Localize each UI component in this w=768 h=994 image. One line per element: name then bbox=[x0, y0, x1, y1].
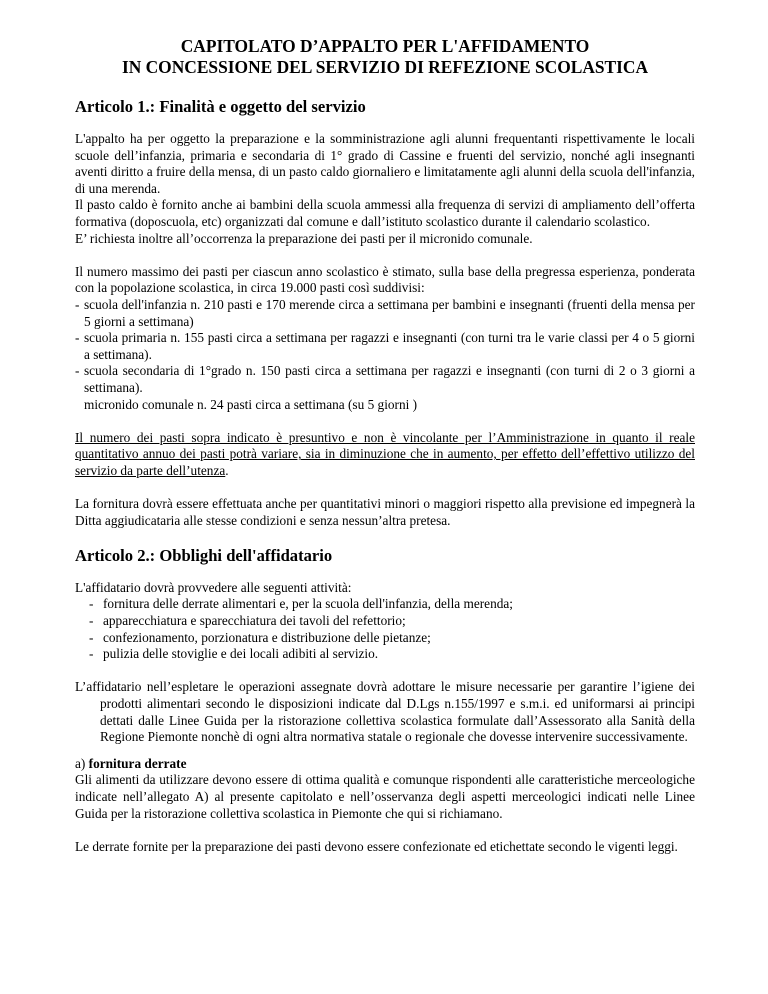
article-1-paragraph-2: Il pasto caldo è fornito anche ai bambini della scuola ammessi alla frequenza di servizi di ampliamento dell’offerta formativa (doposcuola, etc) organizzati dal comune e dall’istituto scolastico durante il calendario scolastico. bbox=[75, 197, 695, 229]
list-item: - apparecchiatura e sparecchiatura dei tavoli del refettorio; bbox=[89, 613, 695, 630]
list-item: - scuola secondaria di 1°grado n. 150 pasti circa a settimana per ragazzi e insegnanti (con turni di 2 o 3 giorni a settimana). bbox=[75, 363, 695, 396]
list-item: - pulizia delle stoviglie e dei locali adibiti al servizio. bbox=[89, 646, 695, 663]
activities-list bbox=[75, 596, 695, 662]
article-2-paragraph-2: Gli alimenti da utilizzare devono essere di ottima qualità e comunque rispondenti alle caratteristiche merceologiche indicate nell’allegato A) al presente capitolato e nell’osservanza degli aspetti merceologici indicati nelle Linee Guida per la ristorazione collettiva scolastica in Piemonte che qui si richiamano. bbox=[75, 772, 695, 821]
title-line-2: IN CONCESSIONE DEL SERVIZIO DI REFEZIONE SCOLASTICA bbox=[121, 56, 649, 77]
document-title bbox=[75, 36, 695, 77]
article-1-paragraph-3: E’ richiesta inoltre all’occorrenza la preparazione dei pasti per il micronido comunale. bbox=[75, 230, 533, 246]
document-page bbox=[75, 36, 695, 855]
article-1-paragraph-4: Il numero massimo dei pasti per ciascun anno scolastico è stimato, sulla base della pregressa esperienza, ponderata con la popolazione scolastica, in circa 19.000 pasti così suddivisi: bbox=[75, 263, 695, 296]
article-1-paragraph-6: La fornitura dovrà essere effettuata anche per quantitativi minori o maggiori rispetto alla previsione ed impegnerà la Ditta aggiudicataria alle stesse condizioni e senza nessun’altra pretesa. bbox=[75, 496, 695, 528]
article-1-heading: Articolo 1.: Finalità e oggetto del servizio bbox=[75, 97, 366, 116]
title-line-1: CAPITOLATO D’APPALTO PER L'AFFIDAMENTO bbox=[180, 36, 590, 56]
article-1-paragraph-1: L'appalto ha per oggetto la preparazione e la somministrazione agli alunni frequentanti rispettivamente le locali scuole dell’infanzia, primaria e secondaria di 1° grado di Cassine e fruenti del servizio, nonché agli insegnanti aventi diritto a fruire della mensa, di un pasto caldo giornaliero e limitatamente agli alunni della scuola dell'infanzia, di una merenda. bbox=[75, 131, 695, 196]
micronido-line: micronido comunale n. 24 pasti circa a settimana (su 5 giorni ) bbox=[84, 396, 418, 412]
list-item: - fornitura delle derrate alimentari e, per la scuola dell'infanzia, della merenda; bbox=[89, 596, 695, 613]
meals-list bbox=[75, 297, 695, 397]
underlined-notice: Il numero dei pasti sopra indicato è presuntivo e non è vincolante per l’Amministrazione in quanto il reale quantitativo annuo dei pasti potrà variare, sia in diminuzione che in aumento, per effetto dell’effettivo utilizzo del servizio da parte dell’utenza bbox=[75, 429, 695, 478]
article-2-paragraph-1: L’affidatario nell’espletare le operazioni assegnate dovrà adottare le misure necessarie per garantire l’igiene dei prodotti alimentari secondo le disposizioni indicate dal D.Lgs n.155/1997 e s.m.i. ed uniformarsi ai principi dettati dalle Linee Guida per la ristorazione collettiva scolastica formulate dall’Assessorato alla Sanità della Regione Piemonte nonchè di ogni altra normativa statale o regionale che dovesse intervenire successivamente. bbox=[75, 679, 695, 745]
article-2-paragraph-3: Le derrate fornite per la preparazione dei pasti devono essere confezionate ed etichettate secondo le vigenti leggi. bbox=[75, 838, 678, 854]
list-item: - scuola primaria n. 155 pasti circa a settimana per ragazzi e insegnanti (con turni tra le varie classi per 4 o 5 giorni a settimana). bbox=[75, 330, 695, 363]
article-2-heading: Articolo 2.: Obblighi dell'affidatario bbox=[75, 545, 333, 565]
list-item: - confezionamento, porzionatura e distribuzione delle pietanze; bbox=[89, 630, 695, 647]
list-item: - scuola dell'infanzia n. 210 pasti e 170 merende circa a settimana per bambini e insegnanti (fruenti della mensa per 5 giorni a settimana) bbox=[75, 297, 695, 330]
article-2-intro: L'affidatario dovrà provvedere alle seguenti attività: bbox=[75, 579, 352, 595]
article-1-paragraph-5: Il numero dei pasti sopra indicato è presuntivo e non è vincolante per l’Amministrazione in quanto il reale quantitativo annuo dei pasti potrà variare, sia in diminuzione che in aumento, per effetto dell’effettivo utilizzo del servizio da parte dell’utenza. bbox=[75, 429, 695, 478]
subsection-a-title: a) fornitura derrate bbox=[75, 755, 187, 771]
